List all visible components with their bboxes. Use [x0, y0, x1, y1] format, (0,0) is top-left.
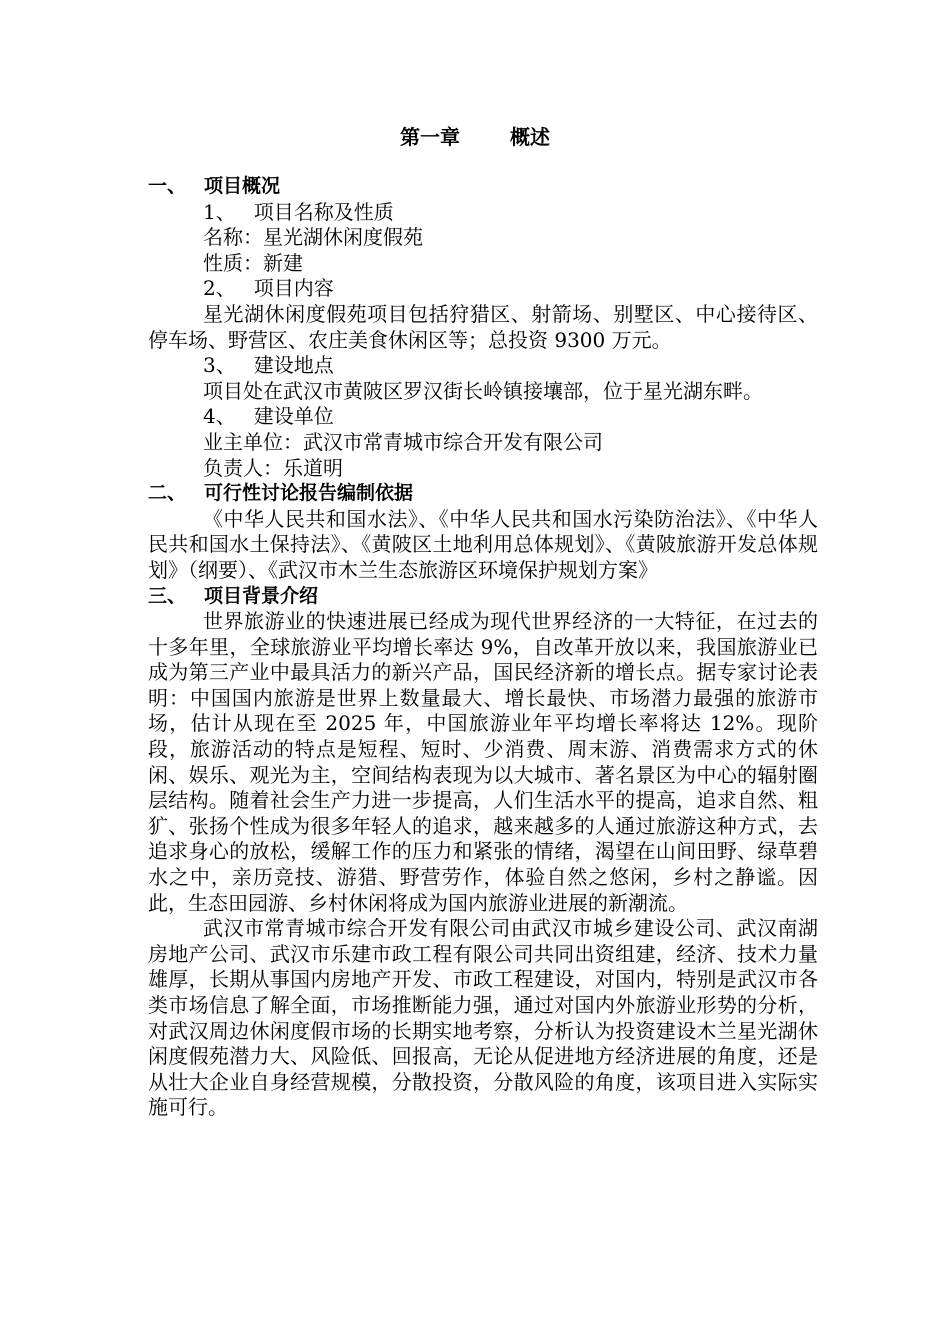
section-title: 可行性讨论报告编制依据 — [204, 482, 414, 505]
project-content-paragraph: 星光湖休闲度假苑项目包括狩猎区、射箭场、别墅区、中心接待区、停车场、野营区、农庄美食休闲区等；总投资 9300 万元。 — [148, 301, 818, 352]
subheading-project-name: 1、 项目名称及性质 — [203, 199, 394, 224]
subheading-project-content: 2、 项目内容 — [203, 276, 334, 301]
background-paragraph-2: 武汉市常青城市综合开发有限公司由武汉市城乡建设公司、武汉南湖房地产公司、武汉市乐建市政工程有限公司共同出资组建，经济、技术力量雄厚，长期从事国内房地产开发、市政工程建设，对国内，特别是武汉市各类市场信息了解全面，市场推断能力强，通过对国内外旅游业形势的分析，对武汉周边休闲度假市场的长期实地考察，分析认为投资建设木兰星光湖休闲度假苑潜力大、风险低、回报高，无论从促进地方经济进展的角度，还是从壮大企业自身经营规模，分散投资，分散风险的角度，该项目进入实际实施可行。 — [148, 916, 818, 1120]
subheading-builder: 4、 建设单位 — [203, 404, 334, 429]
section-title: 项目概况 — [204, 175, 281, 197]
section-heading-basis — [148, 481, 818, 507]
chapter-name: 概述 — [510, 125, 550, 149]
background-paragraph-1: 世界旅游业的快速进展已经成为现代世界经济的一大特征，在过去的十多年里，全球旅游业平均增长率达 9%，自改革开放以来，我国旅游业已成为第三产业中最具活力的新兴产品，国民经济新的增长点。据专家讨论表明：中国国内旅游是世界上数量最大、增长最快、市场潜力最强的旅游市场，估计从现在至 2025 年，中国旅游业年平均增长率将达 12%。现阶段，旅游活动的特点是短程、短时、少消费、周末游、消费需求方式的休闲、娱乐、观光为主，空间结构表现为以大城市、著名景区为中心的辐射圈层结构。随着社会生产力进一步提高，人们生活水平的提高，追求自然、粗犷、张扬个性成为很多年轻人的追求，越来越多的人通过旅游这种方式，去追求身心的放松，缓解工作的压力和紧张的情绪，渴望在山间田野、绿草碧水之中，亲历竞技、游猎、野营劳作，体验自然之悠闲，乡村之静谧。因此，生态田园游、乡村休闲将成为国内旅游业进展的新潮流。 — [148, 609, 818, 915]
project-nature-line: 性质：新建 — [203, 250, 303, 275]
chapter-title — [0, 124, 950, 150]
basis-paragraph: 《中华人民共和国水法》、《中华人民共和国水污染防治法》、《中华人民共和国水土保持法》、《黄陂区土地利用总体规划》、《黄陂旅游开发总体规划》（纲要）、《武汉市木兰生态旅游区环境保护规划方案》 — [148, 506, 818, 582]
section-heading-overview — [148, 174, 818, 200]
project-name-line: 名称：星光湖休闲度假苑 — [203, 225, 423, 250]
location-paragraph: 项目处在武汉市黄陂区罗汉街长岭镇接壤部，位于星光湖东畔。 — [203, 378, 763, 403]
section-number: 一、 — [148, 175, 187, 197]
owner-line: 业主单位：武汉市常青城市综合开发有限公司 — [203, 429, 603, 454]
chapter-number: 第一章 — [400, 125, 460, 149]
section-title: 项目背景介绍 — [204, 584, 319, 607]
person-in-charge-line: 负责人：乐道明 — [203, 455, 343, 480]
section-heading-background — [148, 584, 818, 610]
section-number: 三、 — [148, 584, 187, 607]
document-body — [148, 174, 818, 1121]
section-number: 二、 — [148, 482, 187, 505]
subheading-location: 3、 建设地点 — [203, 353, 334, 378]
